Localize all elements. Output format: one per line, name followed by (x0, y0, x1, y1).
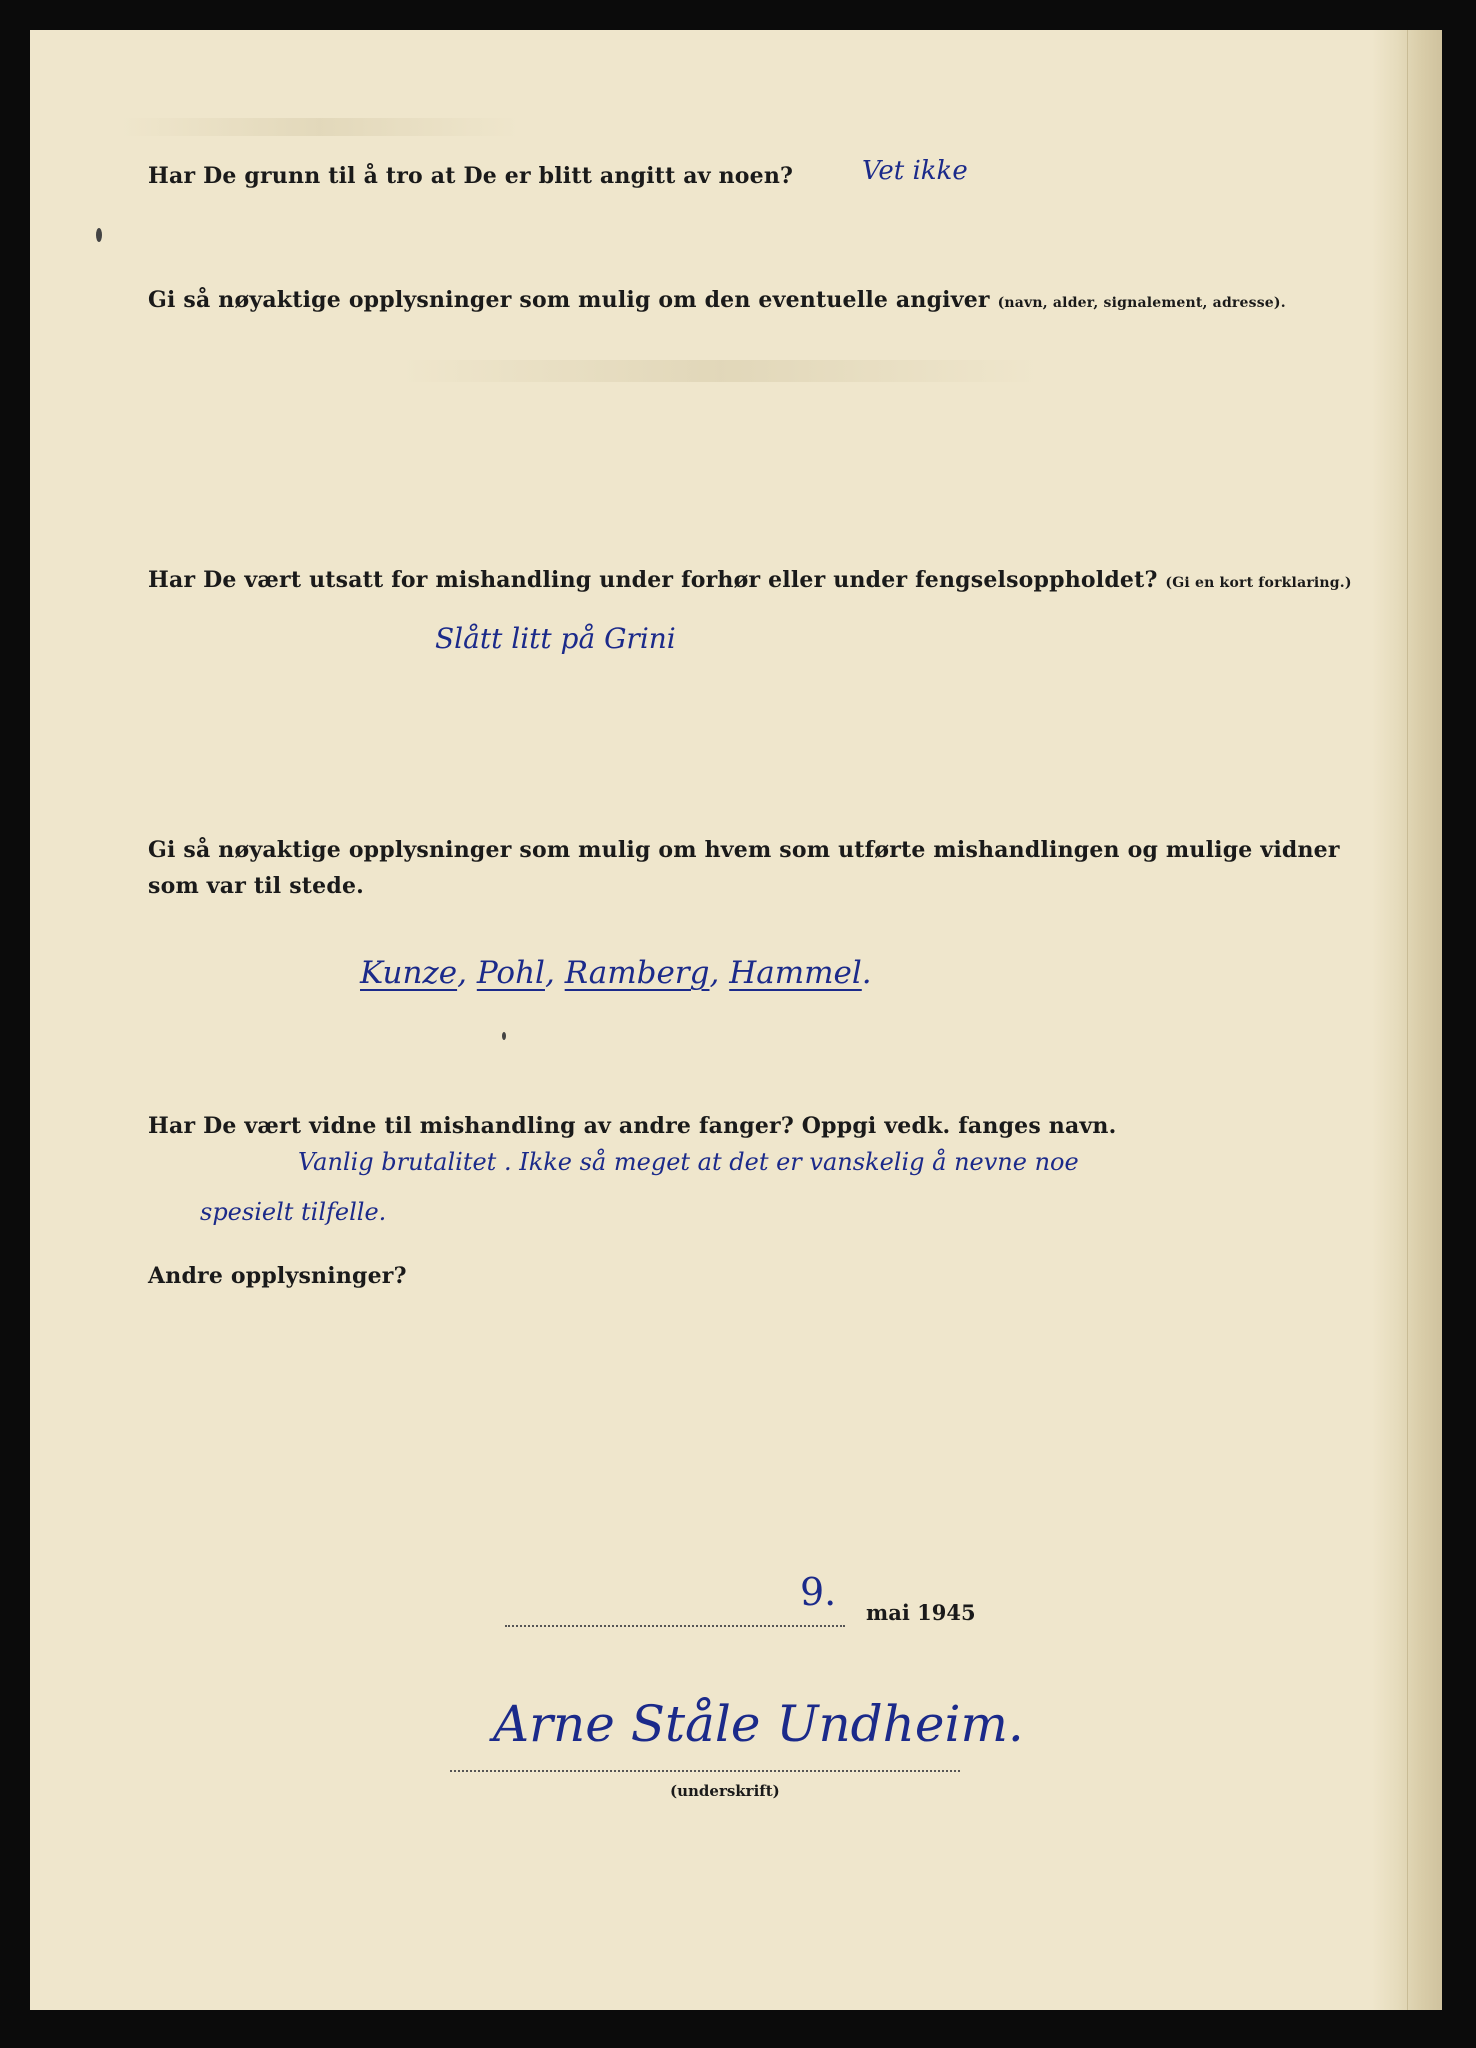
question-mishandling (148, 567, 1352, 593)
question-angiver-note: (navn, alder, signalement, adresse). (997, 295, 1286, 311)
page-edge-line (1407, 30, 1408, 2010)
date-day-handwritten: 9. (800, 1570, 837, 1614)
answer-name-4: Hammel (729, 955, 862, 991)
date-month-year: mai 1945 (866, 1600, 976, 1625)
bleed-through-top (120, 118, 520, 136)
answer-mishandling: Slått litt på Grini (435, 622, 676, 655)
answer-name-2: Pohl (476, 955, 545, 991)
answer-vidne-line1: Vanlig brutalitet . Ikke så meget at det er vanskelig å nevne noe (298, 1148, 1079, 1176)
question-andre: Andre opplysninger? (148, 1263, 407, 1289)
question-angiver (148, 287, 1286, 313)
ink-dot (502, 1032, 506, 1040)
answer-angitt: Vet ikke (862, 156, 968, 186)
question-angitt: Har De grunn til å tro at De er blitt angitt av noen? (148, 163, 794, 189)
signature: Arne Ståle Undheim. (493, 1695, 1024, 1753)
answer-name-3: Ramberg (564, 955, 710, 991)
date-dotted-line (505, 1625, 845, 1627)
question-utforte-line1: Gi så nøyaktige opplysninger som mulig om hvem som utførte mishandlingen og mulige vidner (148, 837, 1340, 863)
question-angiver-main: Gi så nøyaktige opplysninger som mulig om den eventuelle angiver (148, 287, 990, 313)
signature-dotted-line (450, 1770, 960, 1772)
answer-name-1: Kunze (360, 955, 458, 991)
answer-names-list: Kunze, Pohl, Ramberg, Hammel. (360, 955, 872, 991)
question-mishandling-note: (Gi en kort forklaring.) (1165, 575, 1352, 591)
question-vidne: Har De vært vidne til mishandling av andre fanger? Oppgi vedk. fanges navn. (148, 1113, 1117, 1139)
answer-vidne-line2: spesielt tilfelle. (200, 1198, 387, 1226)
margin-mark (96, 228, 102, 242)
question-utforte-line2: som var til stede. (148, 873, 365, 899)
document-page (30, 30, 1442, 2010)
question-mishandling-main: Har De vært utsatt for mishandling under forhør eller under fengselsoppholdet? (148, 567, 1158, 593)
signature-caption: (underskrift) (670, 1782, 780, 1800)
bleed-through-block (400, 360, 1040, 382)
